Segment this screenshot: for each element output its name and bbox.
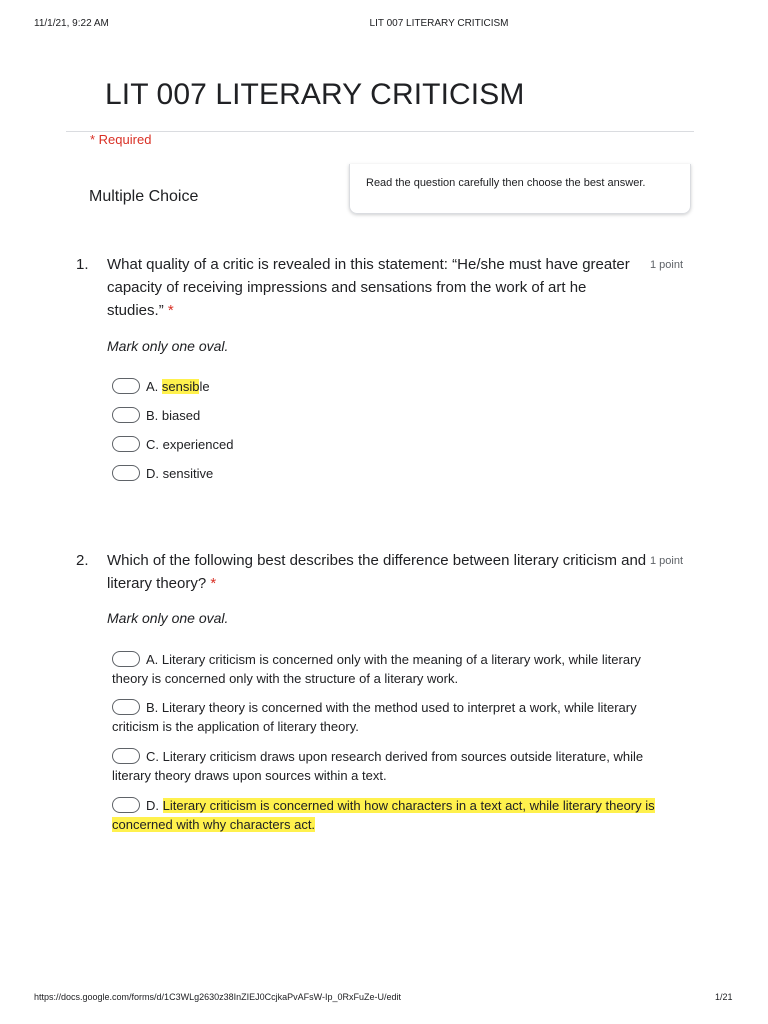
question-1-hint: Mark only one oval.: [107, 338, 229, 354]
option-label: C. experienced: [146, 436, 234, 452]
section-title: Multiple Choice: [89, 188, 199, 205]
question-2-number: 2.: [76, 552, 89, 569]
q2-option-b[interactable]: [112, 698, 672, 736]
question-2-points: 1 point: [650, 555, 684, 567]
radio-oval[interactable]: [112, 407, 140, 423]
option-label: C. Literary criticism draws upon research derived from sources outside literature, while literary theory draws upon sources within a text.: [112, 749, 644, 783]
section-description: Read the question carefully then choose the best answer.: [366, 177, 646, 189]
q1-option-d[interactable]: [112, 465, 213, 481]
q2-option-c[interactable]: [112, 747, 672, 785]
page-number: 1/21: [715, 992, 733, 1002]
q2-option-d[interactable]: [112, 796, 672, 834]
q1-option-a[interactable]: [112, 378, 210, 394]
option-label: B. biased: [146, 407, 201, 423]
print-doc-title: LIT 007 LITERARY CRITICISM: [369, 18, 509, 29]
question-1-label: What quality of a critic is revealed in this statement: “He/she must have greater capacity of receiving impressions and sensations from the work of art he studies.”: [107, 256, 630, 319]
option-label: B. Literary theory is concerned with the method used to interpret a work, while literary criticism is the application of literary theory.: [112, 700, 637, 734]
print-url: https://docs.google.com/forms/d/1C3WLg2630z38InZIEJ0CcjkaPvAFsW-Ip_0RxFuZe-U/edit: [34, 992, 401, 1002]
q2-option-a[interactable]: [112, 650, 672, 688]
title-divider: [66, 131, 694, 132]
option-label: D. Literary criticism is concerned with how characters in a text act, while literary theory is concerned with why characters act.: [112, 798, 655, 832]
question-1-text: [107, 253, 647, 322]
question-1-points: 1 point: [650, 259, 684, 271]
form-title: LIT 007 LITERARY CRITICISM: [105, 78, 525, 111]
q1-option-b[interactable]: [112, 407, 200, 423]
print-date: 11/1/21, 9:22 AM: [34, 18, 109, 29]
highlight-mark: Literary criticism is concerned with how characters in a text act, while literary theory is concerned with why characters act.: [112, 798, 655, 832]
radio-oval[interactable]: [112, 465, 140, 481]
question-2-label: Which of the following best describes the difference between literary criticism and literary theory?: [107, 552, 647, 592]
highlight-mark: sensib: [161, 378, 200, 394]
question-1-number: 1.: [76, 256, 89, 273]
required-asterisk: *: [167, 302, 174, 319]
required-note: * Required: [90, 132, 152, 147]
option-label: D. sensitive: [146, 465, 214, 481]
radio-oval[interactable]: [112, 699, 140, 715]
radio-oval[interactable]: [112, 748, 140, 764]
required-asterisk: *: [210, 575, 217, 592]
radio-oval[interactable]: [112, 378, 140, 394]
radio-oval[interactable]: [112, 651, 140, 667]
q1-option-c[interactable]: [112, 436, 233, 452]
option-label: A. Literary criticism is concerned only with the meaning of a literary work, while literary theory is concerned only with the structure of a literary work.: [112, 652, 641, 686]
radio-oval[interactable]: [112, 797, 140, 813]
question-2-hint: Mark only one oval.: [107, 610, 229, 626]
radio-oval[interactable]: [112, 436, 140, 452]
option-label: A. sensible: [146, 378, 210, 394]
question-2-text: [107, 549, 647, 595]
section-description-box: [349, 164, 691, 214]
